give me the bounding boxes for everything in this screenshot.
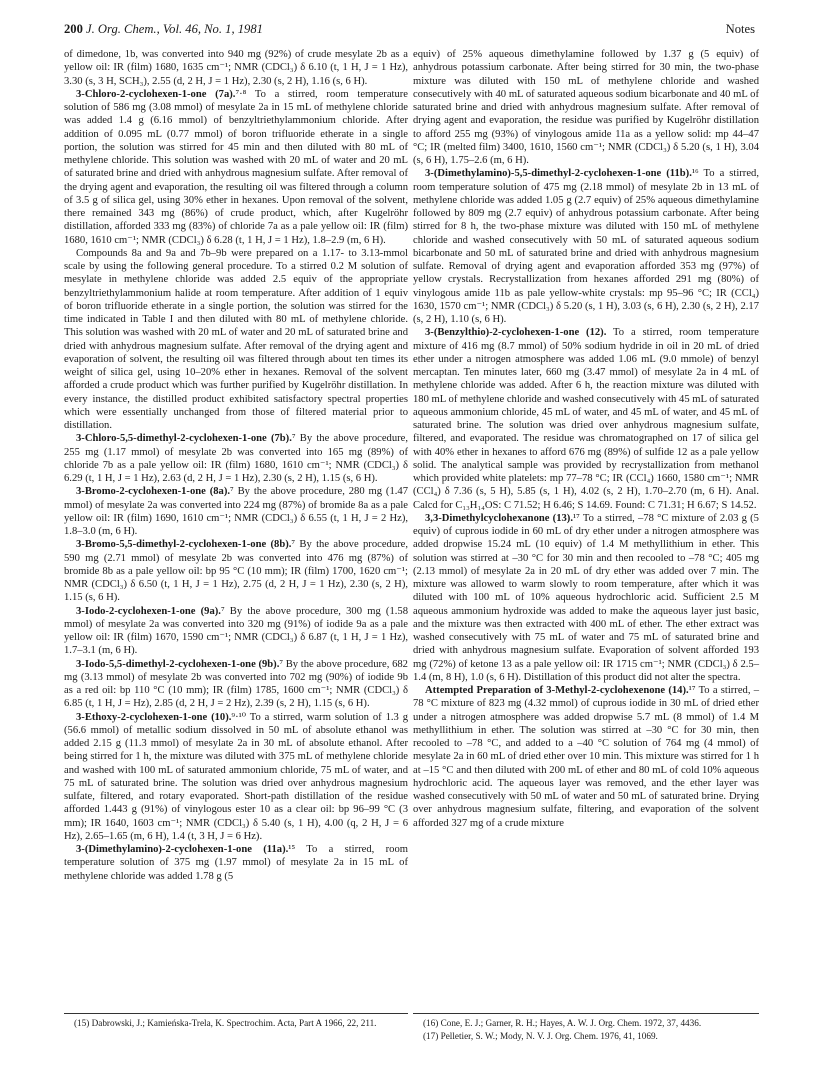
footnotes-right <box>413 1013 759 1043</box>
paragraph-text: ¹⁷ To a stirred, –78 °C mixture of 823 mg (4.32 mmol) of cuprous iodide in 30 mL of dried ether under a nitrogen atmosphere was added dropwise 5.7 mL (8 mmol) of 1.4 M methyllithium in ether. The solution was stirred at –30 °C for 30 min, then recooled to –78 °C, and added to a –40 °C solution of 764 mg (4 mmol) of mesylate 2a in 60 mL of dried ether over 10 min. This mixture was stirred for 1 h at –15 °C and then diluted with 200 mL of ether and 80 mL of cold 10% aqueous hydrochloric acid. The aqueous layer was removed, and the ether layer was washed consecutively with 50 mL of water and 50 mL of saturated brine. Drying over anhydrous magnesium sulfate, filtering, and evaporation of the solvent afforded 327 mg of a crude mixture <box>413 685 759 829</box>
paragraph-text: ⁹·¹⁰ To a stirred, warm solution of 1.3 g (56.6 mmol) of metallic sodium dissolved in 50 mL of absolute ethanol was added 2.15 g (11.3 mmol) of mesylate 2a in 30 mL of absolute ethanol. After being stirred for 1 h, the mixture was diluted with 375 mL of methylene chloride and washed with 100 mL of saturated ammonium chloride, 75 mL of water, and 75 mL of saturated brine. The solution was dried over anhydrous magnesium sulfate, filtered, and rotary evaporated. Short-path distillation of the residue afforded 1.443 g (91%) of vinylogous ester 10 as a clear oil: bp 96–99 °C (3 mm); IR 1640, 1603 cm⁻¹; NMR (CDCl₃) δ 5.40 (s, 1 H), 4.00 (q, 2 H, J = 6 Hz), 2.65–1.65 (m, 6 H), 1.4 (t, 3 H, J = 6 Hz). <box>64 711 408 842</box>
paragraph-text: equiv) of 25% aqueous dimethylamine followed by 1.37 g (5 equiv) of anhydrous potassium carbonate. After being stirred for 30 min, the two-phase mixture was diluted with 150 mL of methylene chloride and washed consecutively with 40 mL of saturated aqueous sodium bicarbonate and 40 mL of saturated brine and dried with anhydrous magnesium sulfate. After removal of drying agent and evaporation, the residue was purified by Kugelröhr distillation to afford 255 mg (93%) of vinylogous amide 11a as a yellow solid: mp 44–47 °C; IR (melted film) 3400, 1610, 1560 cm⁻¹; NMR (CDCl₃) δ 5.20 (s, 1 H), 3.04 (s, 6 H), 1.75–2.6 (m, 6 H). <box>413 49 759 166</box>
paragraph-text: ¹⁷ To a stirred, –78 °C mixture of 2.03 g (5 equiv) of cuprous iodide in 60 mL of dry ether under a nitrogen atmosphere was added dropwise 15.24 mL (10 equiv) of 1.4 M methyllithium in ether. This solution was stirred at –30 °C for 30 min and then recooled to –78 °C; 405 mg (2.13 mmol) of mesylate 2a in 20 mL of dry ether was added over 7 min. The mixture was allowed to warm slowly to room temperature, after which it was diluted with 100 mL of 10% aqueous hydrochloric acid. Sufficient 2.5 M aqueous ammonium hydroxide was added to make the aqueous layer just basic, and the mixture was then extracted with 400 mL of ether. The ether extract was washed consecutively with 75 mL of water and 75 mL of saturated brine and dried with anhydrous magnesium sulfate. Evaporation of solvent afforded 193 mg (72%) of ketone 13 as a pale yellow oil: IR 1715 cm⁻¹; NMR (CDCl₃) δ 2.5–1.4 (m, 8 H), 1.0 (s, 6 H). Distillation of this product did not alter the spectra. <box>413 512 759 683</box>
footnotes-left <box>64 1013 408 1031</box>
compound-heading: 3-Iodo-5,5-dimethyl-2-cyclohexen-1-one (9b). <box>76 658 280 670</box>
paragraph <box>64 432 408 485</box>
compound-heading: 3-(Dimethylamino)-2-cyclohexen-1-one (11a). <box>76 844 289 855</box>
footnote-rule <box>413 1013 759 1014</box>
left-column <box>64 48 408 883</box>
paragraph-text: Compounds 8a and 9a and 7b–9b were prepared on a 1.17- to 3.13-mmol scale by using the following general procedure. To a stirred 0.2 M solution of mesylate in methylene chloride was added 2.5 equiv of the appropriate benzyltriethylammonium halide at room temperature. After addition of 1 equiv of boron trifluoride etherate in a single portion, the solution was stirred for the time indicated in Table I and then diluted with 80 mL of methylene chloride. This solution was washed with 20 mL of water and 20 mL of saturated brine and dried with anhydrous magnesium sulfate. After removal of the drying agent and evaporation of solvent, the resulting oil was filtered through about ten times its weight of silica gel, using 10–20% ether in hexanes. Removal of the solvent afforded a crude product which was further purified by Kugelröhr distillation. In every instance, the distilled product exhibited satisfactory spectral properties which were essentially unchanged from those of filtered material prior to distillation. <box>64 247 408 431</box>
paragraph <box>64 48 408 88</box>
compound-heading: 3-Bromo-2-cyclohexen-1-one (8a). <box>76 486 231 498</box>
footnote-rule <box>64 1013 408 1014</box>
compound-heading: 3-Chloro-5,5-dimethyl-2-cyclohexen-1-one (7b). <box>76 433 292 445</box>
paragraph-text: ¹⁵ To a stirred, room temperature solution of 375 mg (1.97 mmol) of mesylate 2a in 15 mL of methylene chloride was added 1.78 g (5 <box>64 844 409 882</box>
compound-heading: 3-Ethoxy-2-cyclohexen-1-one (10). <box>76 711 232 723</box>
paragraph-text: ⁷ By the above procedure, 255 mg (1.17 mmol) of mesylate 2b was converted into 165 mg (89%) of chloride 7b as a pale yellow oil: IR (film) 1680, 1610 cm⁻¹; NMR (CDCl₃) δ 6.29 (t, 1 H, J = 1 Hz), 2.63 (d, 2 H, J = 1 Hz), 2.30 (s, 2 H), 1.15 (s, 6 H). <box>64 433 408 484</box>
compound-heading: Attempted Preparation of 3-Methyl-2-cyclohexenone (14). <box>425 685 689 696</box>
paragraph <box>413 512 759 684</box>
compound-heading: 3,3-Dimethylcyclohexanone (13). <box>425 512 573 524</box>
section-label: Notes <box>725 22 755 36</box>
paragraph-text: ⁷ By the above procedure, 280 mg (1.47 mmol) of mesylate 2a was converted into 224 mg (87%) of bromide 8a as a pale yellow oil: IR (film) 1690, 1610 cm⁻¹; NMR (CDCl₃) δ 6.55 (t, 1 H, J = 2 Hz), 1.8–3.0 (m, 6 H). <box>64 486 408 537</box>
page-header <box>64 22 755 44</box>
paragraph-text: ⁷·⁸ To a stirred, room temperature solution of 586 mg (3.08 mmol) of mesylate 2a in 15 mL of methylene chloride was added 1.4 g (6.16 mmol) of benzyltriethylammonium chloride. After addition of 0.095 mL (0.77 mmol) of boron trifluoride etherate in a single portion, the solution was stirred for 45 min and then diluted with 80 mL of methylene chloride. This solution was washed with 20 mL of water and 20 mL of saturated brine and dried with anhydrous magnesium sulfate. After removal of the drying agent and evaporation, the resulting oil was filtered through a column of 3.5 g of silica gel, using 30% ether in hexanes. Upon removal of the solvent, there remained 343 mg (86%) of crude product, which, after Kugelröhr distillation, afforded 333 mg (83%) of chloride 7a as a pale yellow oil: IR (film) 1680, 1610 cm⁻¹; NMR (CDCl₃) δ 6.28 (t, 1 H, J = 1 Hz), 1.8–2.9 (m, 6 H). <box>64 88 408 246</box>
footnote: (15) Dabrowski, J.; Kamieńska-Trela, K. Spectrochim. Acta, Part A 1966, 22, 211. <box>74 1018 377 1028</box>
paragraph-text: of dimedone, 1b, was converted into 940 mg (92%) of crude mesylate 2b as a yellow oil: IR (film) 1680, 1635 cm⁻¹; NMR (CDCl₃) δ 6.10 (t, 1 H, J = 1 Hz), 3.30 (s, 3 H, SCH₃), 2.55 (d, 2 H, J = 1 Hz), 2.30 (s, 2 H), 1.16 (s, 6 H). <box>64 49 408 87</box>
footnote: (17) Pelletier, S. W.; Mody, N. V. J. Org. Chem. 1976, 41, 1069. <box>423 1030 658 1041</box>
header-left <box>64 22 263 37</box>
paragraph <box>64 538 408 604</box>
paragraph-text: ⁷ By the above procedure, 682 mg (3.13 mmol) of mesylate 2b was converted into 702 mg (90%) of iodide 9b as a red oil: bp 110 °C (10 mm); IR (film) 1785, 1600 cm⁻¹; NMR (CDCl₃) δ 6.85 (t, 1 H, J = Hz), 2.85 (d, 2 H, J = 2 Hz), 2.39 (s, 2 H), 1.15 (s, 6 H). <box>64 658 408 710</box>
journal-citation: J. Org. Chem., Vol. 46, No. 1, 1981 <box>86 22 263 36</box>
paragraph <box>64 88 408 247</box>
compound-heading: 3-(Dimethylamino)-5,5-dimethyl-2-cyclohexen-1-one (11b). <box>425 168 692 180</box>
right-column <box>413 48 759 830</box>
paragraph-text: ¹⁶ To a stirred, room temperature solution of 475 mg (2.18 mmol) of mesylate 2b in 13 mL of methylene chloride was added 1.05 g (2.7 equiv) of 25% aqueous dimethylamine followed by 809 mg (2.7 equiv) of anhydrous potassium carbonate. After being stirred for 8 h, the two-phase mixture was diluted with 150 mL of methylene chloride and washed consecutively with 50 mL of saturated aqueous sodium bicarbonate and 50 mL of saturated brine and dried with anhydrous magnesium sulfate. Removal of drying agent and evaporation afforded 353 mg (97%) of yellow crystals. Recrystallization from hexanes afforded 291 mg (80%) of vinylogous amide 11b as pale yellow-white crystals: mp 95–96 °C; IR (CCl₄) 1630, 1570 cm⁻¹; NMR (CDCl₃) δ 5.20 (s, 1 H), 3.03 (s, 6 H), 2.30 (s, 2 H), 2.17 (s, 2 H), 1.10 (s, 6 H). <box>413 168 759 325</box>
paragraph <box>64 711 408 844</box>
paragraph <box>64 485 408 538</box>
paragraph <box>64 658 408 711</box>
compound-heading: 3-Iodo-2-cyclohexen-1-one (9a). <box>76 605 221 617</box>
paragraph <box>413 326 759 512</box>
paragraph <box>64 843 408 883</box>
compound-heading: 3-Bromo-5,5-dimethyl-2-cyclohexen-1-one (8b). <box>76 539 292 551</box>
compound-heading: 3-Chloro-2-cyclohexen-1-one (7a). <box>76 88 236 100</box>
paragraph-text: ⁷ By the above procedure, 590 mg (2.71 mmol) of mesylate 2b was converted into 476 mg (87%) of bromide 8b as a pale yellow oil: bp 95 °C (10 mm); IR (film) 1700, 1620 cm⁻¹; NMR (CDCl₃) δ 6.50 (t, 1 H, J = 1 Hz), 2.75 (d, 2 H, J = 1 Hz), 2.30 (s, 2 H), 1.15 (s, 6 H). <box>64 539 408 604</box>
paragraph-text: To a stirred, room temperature mixture of 416 mg (8.7 mmol) of 50% sodium hydride in oil in 20 mL of dried ether under a nitrogen atmosphere was added 1.06 mL (9.0 mmole) of benzyl mercaptan. Ten minutes later, 660 mg (3.47 mmol) of mesylate 2a in 4 mL of methylene chloride was added. After 6 h, the reaction mixture was diluted with 180 mL of methylene chloride and washed consecutively with 45 mL of saturated aqueous ammonium chloride, 45 mL of water, and 45 mL of water, and 45 mL of saturated brine. The solution was dried over anhydrous magnesium sulfate, filtered, and evaporated. The residue was chromatographed on 17 of silica gel with 40% ether in hexanes to afford 676 mg (89%) of sulfide 12 as a pale yellow solid. The analytical sample was provided by recrystallization from methanol which provided white platelets: mp 77–78 °C; IR (CCl₄) 1660, 1580 cm⁻¹; NMR (CCl₄) δ 7.36 (s, 5 H), 5.85 (s, 1 H), 4.02 (s, 2 H), 1.70–2.70 (m, 6 H). Anal. Calcd for C₁₃H₁₄OS: C 71.52; H 6.46; S 14.69. Found: C 71.31; H 6.67; S 14.52. <box>413 327 759 511</box>
footnote: (16) Cone, E. J.; Garner, R. H.; Hayes, A. W. J. Org. Chem. 1972, 37, 4436. <box>423 1018 702 1028</box>
paragraph <box>413 167 759 326</box>
paragraph <box>64 247 408 433</box>
paragraph <box>64 605 408 658</box>
paragraph <box>413 48 759 167</box>
page-number: 200 <box>64 22 83 36</box>
paragraph-text: ⁷ By the above procedure, 300 mg (1.58 mmol) of mesylate 2a was converted into 320 mg (91%) of iodide 9a as a pale yellow oil: IR (film) 1670, 1590 cm⁻¹; NMR (CDCl₃) δ 6.87 (t, 1 H, J = 1 Hz), 1.7–3.1 (m, 6 H). <box>64 605 408 657</box>
compound-heading: 3-(Benzylthio)-2-cyclohexen-1-one (12). <box>425 327 607 339</box>
paragraph <box>413 684 759 830</box>
